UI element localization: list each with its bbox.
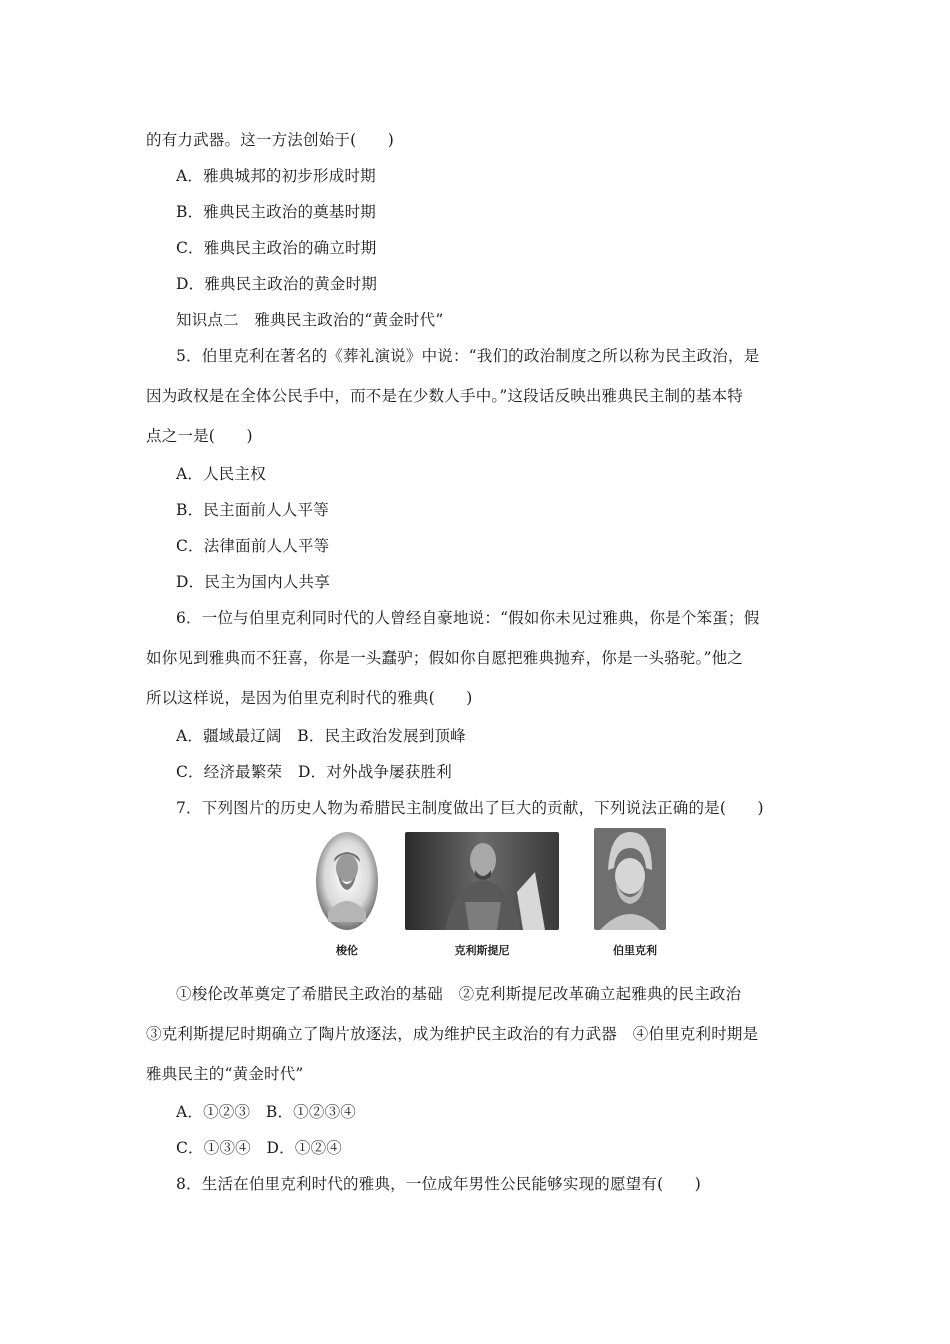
- q6-stem-line-2: 如你见到雅典而不狂喜，你是一头蠢驴；假如你自愿把雅典抛弃，你是一头骆驼。”他之: [146, 649, 743, 667]
- q6-options-ab: A．疆域最辽阔 B．民主政治发展到顶峰: [176, 727, 466, 745]
- q6-stem-line-3: 所以这样说，是因为伯里克利时代的雅典( ): [146, 689, 473, 707]
- q7-statement-line-3: 雅典民主的“黄金时代”: [146, 1065, 304, 1083]
- q5-stem-line-2: 因为政权是在全体公民手中，而不是在少数人手中。”这段话反映出雅典民主制的基本特: [146, 387, 743, 405]
- pericles-portrait: [594, 828, 666, 930]
- q4-option-c: C．雅典民主政治的确立时期: [176, 239, 377, 257]
- solon-portrait: [316, 832, 378, 930]
- q4-stem-end: 的有力武器。这一方法创始于( ): [146, 131, 394, 149]
- section-heading: 知识点二 雅典民主政治的“黄金时代”: [176, 311, 444, 329]
- q4-option-d: D．雅典民主政治的黄金时期: [176, 275, 378, 293]
- q4-option-a: A．雅典城邦的初步形成时期: [176, 167, 376, 185]
- q5-option-b: B．民主面前人人平等: [176, 501, 329, 519]
- q5-stem-line-1: 5．伯里克利在著名的《葬礼演说》中说：“我们的政治制度之所以称为民主政治，是: [176, 347, 760, 365]
- q7-options-ab: A．①②③ B．①②③④: [176, 1103, 356, 1121]
- q7-statement-line-1: ①梭伦改革奠定了希腊民主政治的基础 ②克利斯提尼改革确立起雅典的民主政治: [176, 985, 742, 1003]
- q5-option-c: C．法律面前人人平等: [176, 537, 330, 555]
- q4-option-b: B．雅典民主政治的奠基时期: [176, 203, 376, 221]
- q8-stem: 8．生活在伯里克利时代的雅典，一位成年男性公民能够实现的愿望有( ): [176, 1175, 701, 1193]
- q7-options-cd: C．①③④ D．①②④: [176, 1139, 342, 1157]
- q7-statement-line-2: ③克利斯提尼时期确立了陶片放逐法，成为维护民主政治的有力武器 ④伯里克利时期是: [146, 1025, 759, 1043]
- q5-option-a: A．人民主权: [176, 465, 266, 483]
- q6-stem-line-1: 6．一位与伯里克利同时代的人曾经自豪地说：“假如你未见过雅典，你是个笨蛋；假: [176, 609, 760, 627]
- q6-options-cd: C．经济最繁荣 D．对外战争屡获胜利: [176, 763, 452, 781]
- cleisthenes-portrait: [405, 832, 559, 930]
- caption-pericles: 伯里克利: [613, 944, 657, 957]
- caption-solon: 梭伦: [336, 944, 358, 957]
- q7-stem: 7．下列图片的历史人物为希腊民主制度做出了巨大的贡献，下列说法正确的是( ): [176, 799, 764, 817]
- q5-stem-line-3: 点之一是( ): [146, 427, 253, 445]
- q5-option-d: D．民主为国内人共享: [176, 573, 330, 591]
- caption-cleisthenes: 克利斯提尼: [454, 944, 510, 957]
